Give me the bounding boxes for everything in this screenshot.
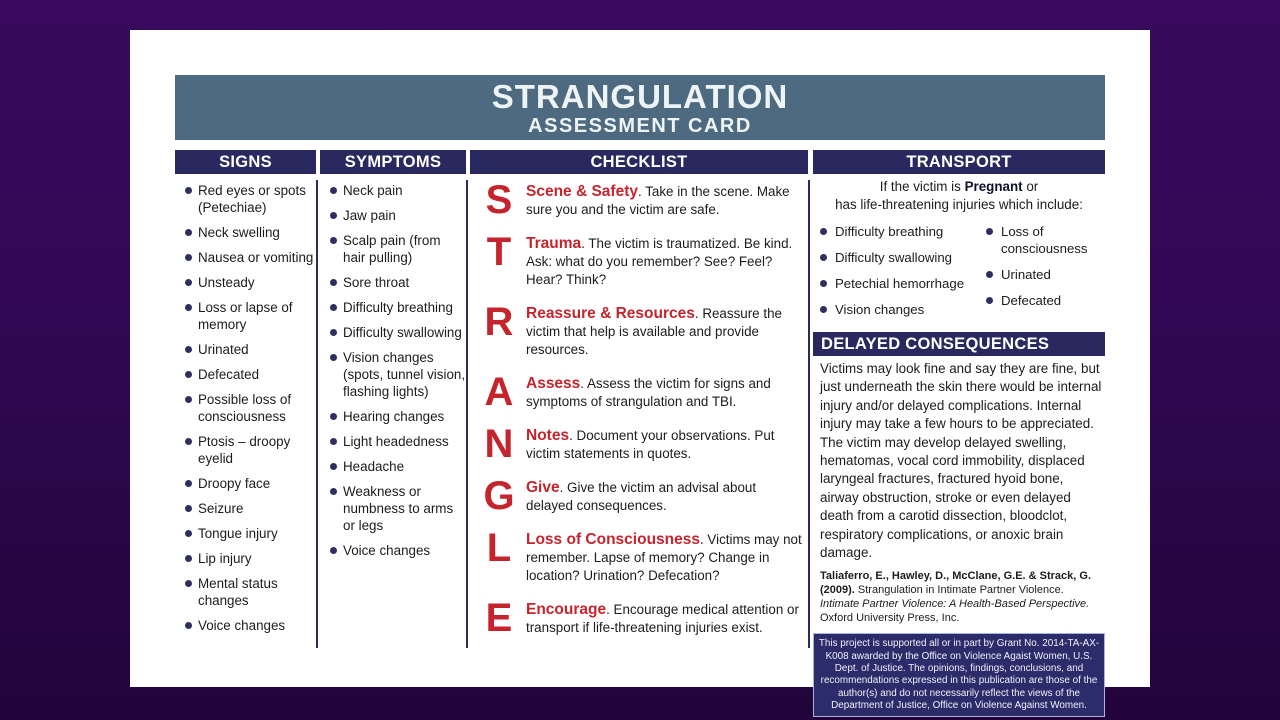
- checklist-item-reassure: [470, 300, 808, 359]
- checklist-heading: Loss of Consciousness: [526, 531, 700, 548]
- symptom-item: Sore throat: [330, 274, 466, 291]
- checklist-column: [470, 150, 808, 640]
- sign-item: Red eyes or spots (Petechiae): [185, 182, 316, 216]
- symptom-item: Vision changes (spots, tunnel vision, flashing lights): [330, 349, 466, 400]
- citation: [813, 569, 1105, 625]
- checklist-heading: Encourage: [526, 601, 607, 618]
- transport-intro-suffix: or: [1022, 179, 1039, 194]
- citation-publisher: Oxford University Press, Inc.: [820, 612, 960, 625]
- checklist-item-scene: [470, 178, 808, 222]
- sign-item: Defecated: [185, 366, 316, 383]
- sign-item: Mental status changes: [185, 575, 316, 609]
- signs-column: [175, 150, 316, 642]
- card-title: STRANGULATION: [491, 78, 789, 115]
- checklist-letter: R: [484, 300, 514, 344]
- sign-item: Urinated: [185, 341, 316, 358]
- checklist-text: [526, 479, 808, 515]
- sign-item: Loss or lapse of memory: [185, 299, 316, 333]
- sign-item: Neck swelling: [185, 224, 316, 241]
- symptoms-header: SYMPTOMS: [320, 150, 466, 174]
- checklist-body: . Assess the victim for signs and symptoms of strangulation and TBI.: [526, 376, 771, 409]
- checklist-body: . Reassure the victim that help is available and provide resources.: [526, 306, 782, 357]
- checklist-body: . Take in the scene. Make sure you and the victim are safe.: [526, 184, 790, 217]
- delayed-consequences-header: DELAYED CONSEQUENCES: [813, 332, 1105, 356]
- checklist-text: [526, 375, 808, 411]
- checklist-letter: S: [485, 178, 513, 222]
- transport-right-list: [986, 223, 1105, 309]
- assessment-card: [130, 30, 1150, 711]
- checklist-item-give: [470, 474, 808, 518]
- transport-intro-pregnant: Pregnant: [964, 179, 1023, 194]
- sign-item: Possible loss of consciousness: [185, 391, 316, 425]
- transport-item: Urinated: [986, 266, 1105, 283]
- checklist-heading: Reassure & Resources: [526, 305, 695, 322]
- symptom-item: Difficulty breathing: [330, 299, 466, 316]
- checklist-item-notes: [470, 422, 808, 466]
- sign-item: Ptosis – droopy eyelid: [185, 433, 316, 467]
- transport-item: Difficulty breathing: [820, 223, 986, 240]
- checklist-body: . Give the victim an advisal about delayed consequences.: [526, 480, 757, 513]
- symptom-item: Neck pain: [330, 182, 466, 199]
- sign-item: Droopy face: [185, 475, 316, 492]
- symptom-item: Headache: [330, 458, 466, 475]
- checklist-body: . Document your observations. Put victim statements in quotes.: [526, 428, 775, 461]
- transport-item: Defecated: [986, 292, 1105, 309]
- symptom-item: Hearing changes: [330, 408, 466, 425]
- transport-left-list-wrap: [820, 223, 986, 327]
- checklist-heading: Trauma: [526, 235, 582, 252]
- checklist-text: [526, 235, 808, 289]
- checklist-text: [526, 427, 808, 463]
- checklist-text: [526, 531, 808, 585]
- checklist-heading: Assess: [526, 375, 581, 392]
- checklist-text: [526, 183, 808, 219]
- transport-item: Vision changes: [820, 301, 986, 318]
- checklist-text: [526, 305, 808, 359]
- symptoms-list: [330, 182, 466, 559]
- checklist-header: CHECKLIST: [470, 150, 808, 174]
- citation-book: Intimate Partner Violence: A Health-Based Perspective.: [820, 598, 1090, 611]
- checklist-item-encourage: [470, 596, 808, 640]
- sign-item: Nausea or vomiting: [185, 249, 316, 266]
- checklist-heading: Give: [526, 479, 560, 496]
- checklist-heading: Notes: [526, 427, 570, 444]
- checklist-rows: [470, 178, 808, 640]
- checklist-item-assess: [470, 370, 808, 414]
- checklist-body: . Encourage medical attention or transport if life-threatening injuries exist.: [526, 602, 799, 635]
- transport-column: [813, 150, 1105, 717]
- transport-item: Loss of consciousness: [986, 223, 1105, 257]
- column-divider: [808, 180, 810, 648]
- transport-lists: [813, 223, 1105, 327]
- citation-title: Strangulation in Intimate Partner Violence.: [854, 584, 1064, 597]
- symptoms-column: [320, 150, 466, 567]
- card-header-banner: [175, 75, 1105, 140]
- sign-item: Seizure: [185, 500, 316, 517]
- delayed-consequences-body: Victims may look fine and say they are fine, but just underneath the skin there would be internal injury and/or delayed complications. Internal injury may take a few hours to be appreciated. The victim may develop delayed swelling, hematomas, vocal cord immobility, displaced laryngeal fractures, fractured hyoid bone, airway obstruction, stroke or even delayed death from a carotid dissection, bloodclot, respiratory complications, or anoxic brain damage.: [820, 361, 1102, 561]
- signs-list: [185, 182, 316, 634]
- checklist-letter: N: [484, 422, 514, 466]
- checklist-letter: A: [484, 370, 514, 414]
- sign-item: Tongue injury: [185, 525, 316, 542]
- checklist-letter: G: [483, 474, 515, 518]
- checklist-letter: E: [485, 596, 513, 640]
- transport-intro-prefix: If the victim is: [879, 179, 965, 194]
- symptom-item: Jaw pain: [330, 207, 466, 224]
- transport-left-list: [820, 223, 986, 318]
- grant-disclaimer: This project is supported all or in part by Grant No. 2014-TA-AX-K008 awarded by the Office on Violence Agaist Women, U.S. Dept. of Justice. The opinions, findings, conclusions, and recommendations expressed in this publication are those of the author(s) and do not necessarily reflect the views of the Department of Justice, Office on Violence Against Women.: [813, 633, 1105, 717]
- checklist-body: . The victim is traumatized. Be kind. Ask: what do you remember? See? Feel? Hear? Think?: [526, 236, 793, 287]
- citation-authors: Taliaferro, E., Hawley, D., McClane, G.E. & Strack, G. (2009).: [820, 570, 1092, 597]
- symptom-item: Scalp pain (from hair pulling): [330, 232, 466, 266]
- symptom-item: Difficulty swallowing: [330, 324, 466, 341]
- sign-item: Lip injury: [185, 550, 316, 567]
- checklist-body: . Victims may not remember. Lapse of memory? Change in location? Urination? Defecation?: [526, 532, 802, 583]
- transport-intro: [813, 178, 1105, 214]
- column-divider: [466, 180, 468, 648]
- transport-item: Petechial hemorrhage: [820, 275, 986, 292]
- column-divider: [316, 180, 318, 648]
- symptom-item: Weakness or numbness to arms or legs: [330, 483, 466, 534]
- transport-intro-line2: has life-threatening injuries which include:: [835, 197, 1083, 212]
- card-subtitle: ASSESSMENT CARD: [528, 115, 752, 137]
- signs-header: SIGNS: [175, 150, 316, 174]
- sign-item: Voice changes: [185, 617, 316, 634]
- checklist-item-trauma: [470, 230, 808, 289]
- sign-item: Unsteady: [185, 274, 316, 291]
- transport-header: TRANSPORT: [813, 150, 1105, 174]
- checklist-item-loss: [470, 526, 808, 585]
- symptom-item: Light headedness: [330, 433, 466, 450]
- transport-right-list-wrap: [986, 223, 1105, 327]
- checklist-letter: L: [486, 526, 512, 570]
- checklist-letter: T: [486, 230, 512, 274]
- checklist-text: [526, 601, 808, 637]
- checklist-heading: Scene & Safety: [526, 183, 638, 200]
- transport-item: Difficulty swallowing: [820, 249, 986, 266]
- symptom-item: Voice changes: [330, 542, 466, 559]
